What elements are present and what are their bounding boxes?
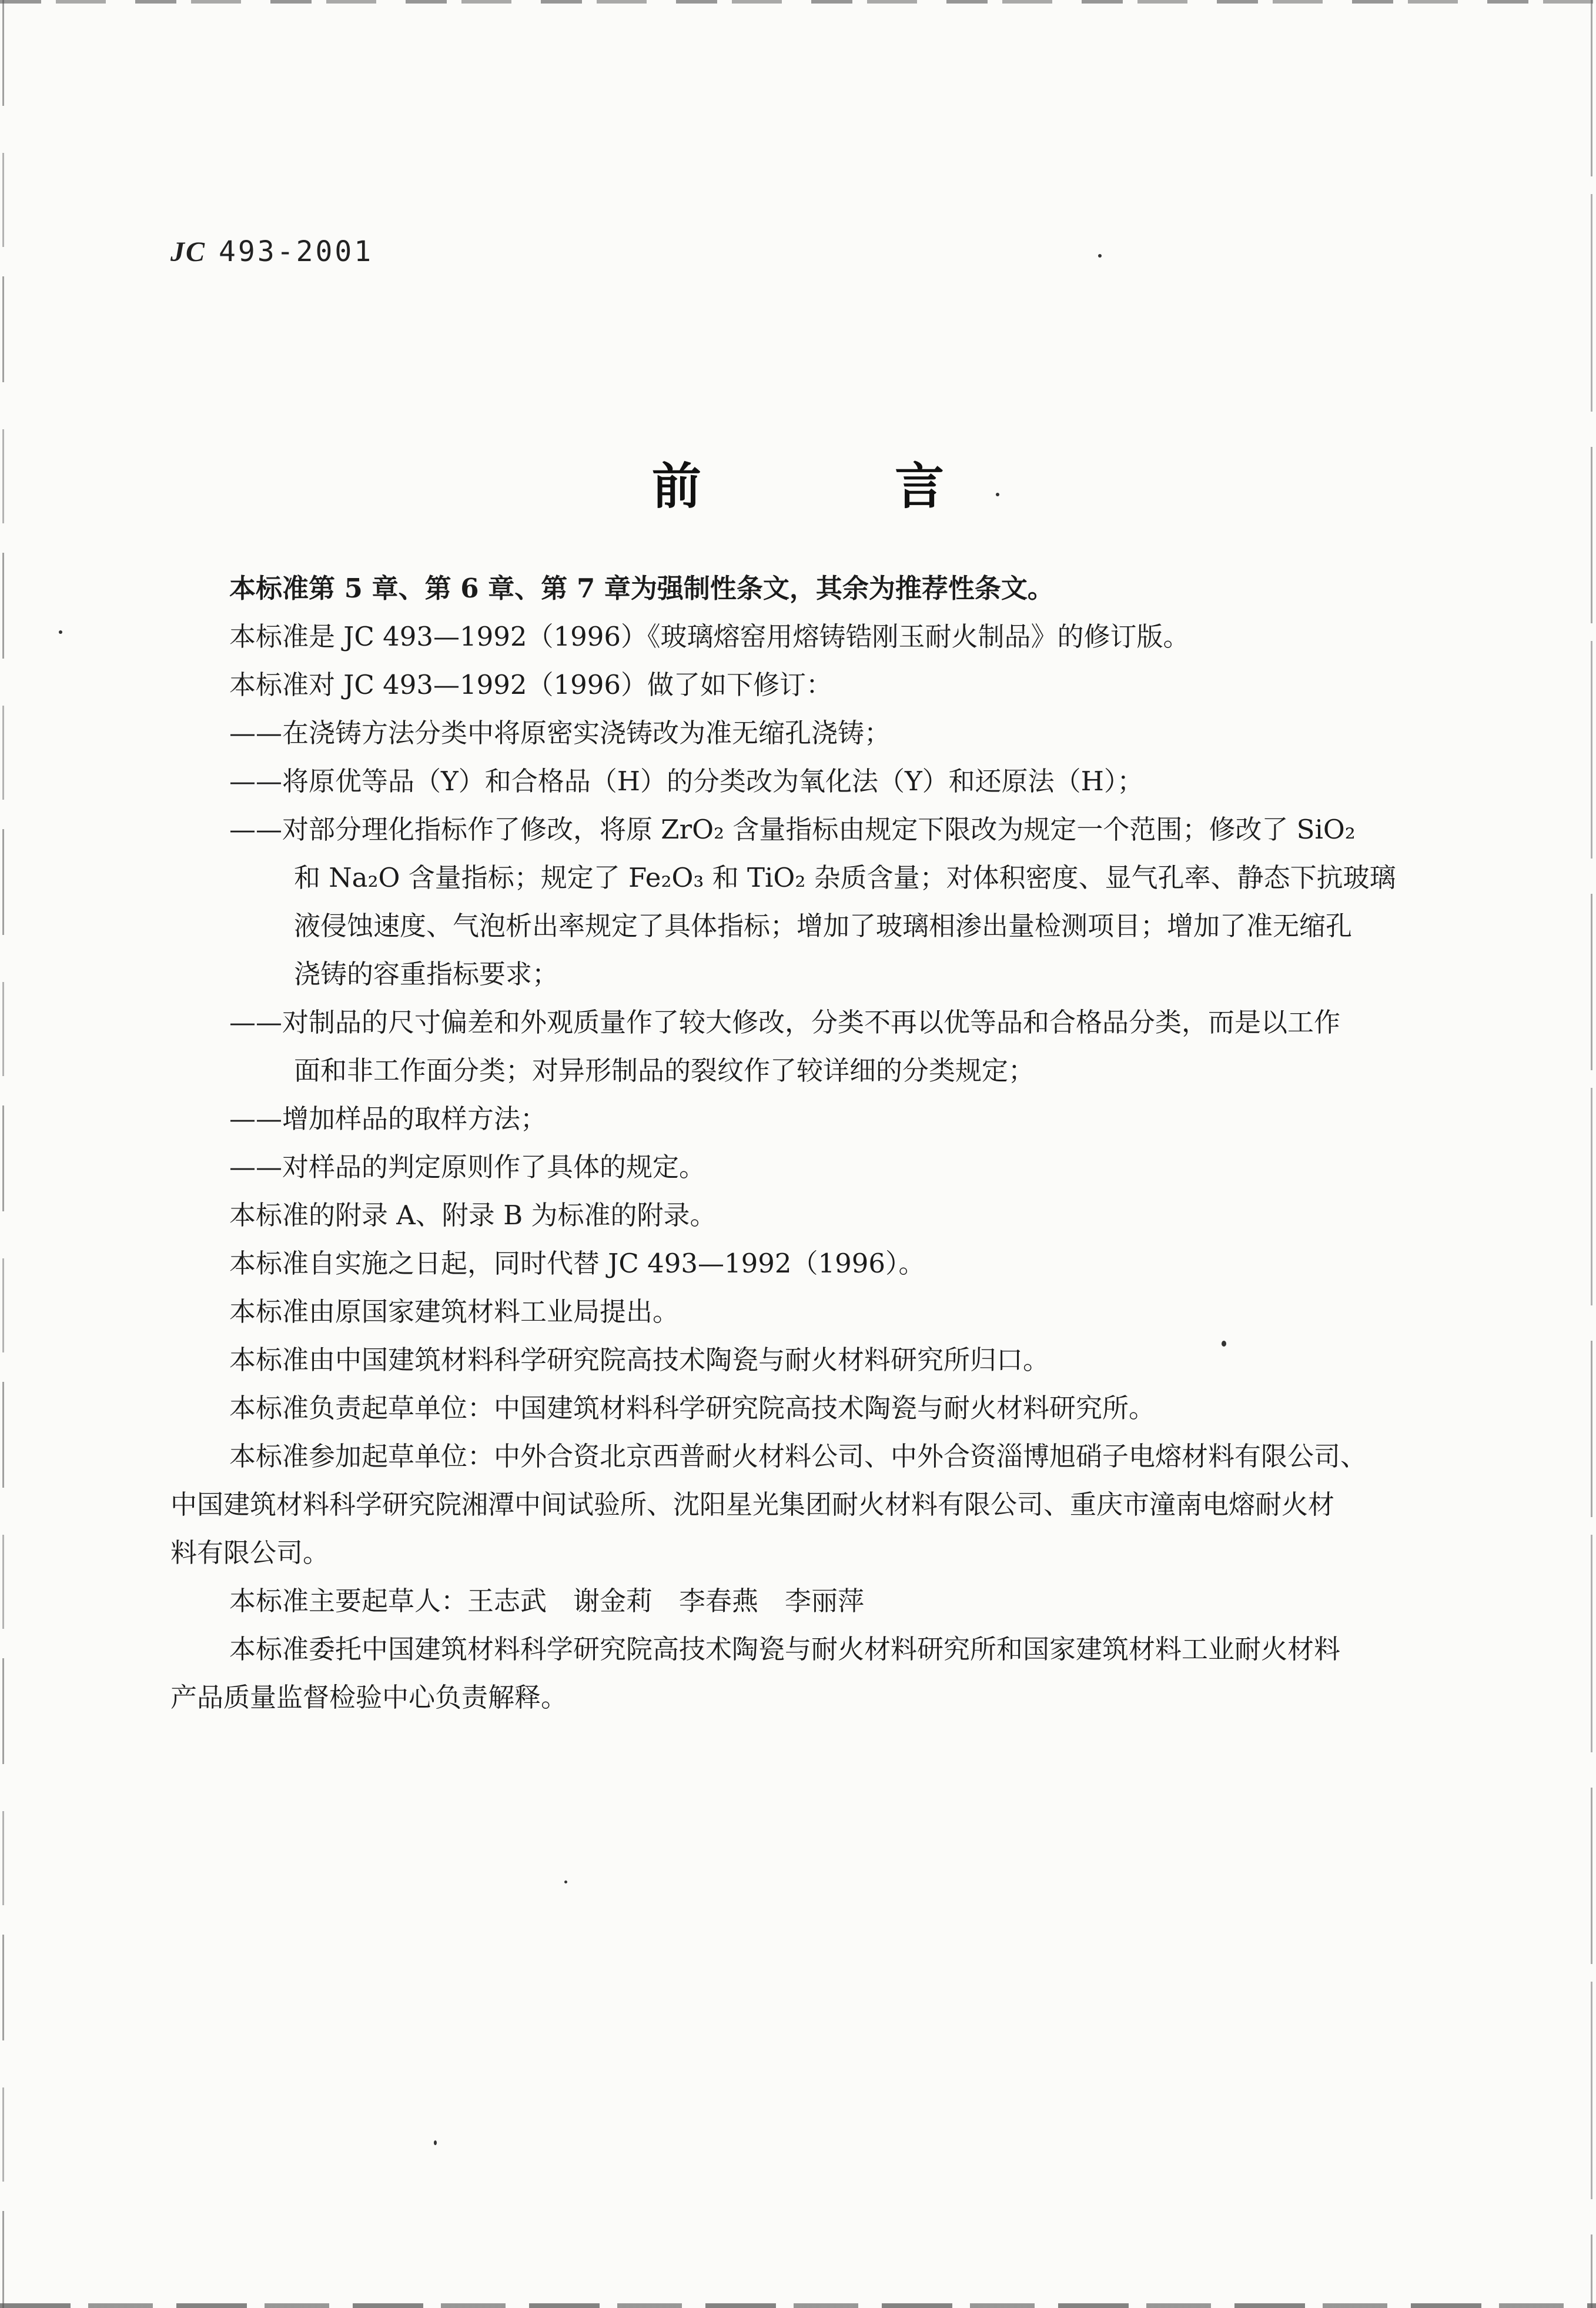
paragraph-mandatory-clauses: 本标准第 5 章、第 6 章、第 7 章为强制性条文，其余为推荐性条文。 [229, 573, 1054, 604]
paragraph-appendices: 本标准的附录 A、附录 B 为标准的附录。 [229, 1200, 717, 1231]
document-code-number: 493-2001 [219, 235, 374, 268]
revision-item-line: 浇铸的容重指标要求； [294, 958, 559, 990]
paragraph-drafting-unit: 本标准负责起草单位：中国建筑材料科学研究院高技术陶瓷与耐火材料研究所。 [229, 1392, 1156, 1424]
document-code-prefix: JC [170, 236, 206, 268]
paragraph-participating-units-cont: 料有限公司。 [170, 1537, 330, 1568]
revision-item: ——增加样品的取样方法； [229, 1103, 547, 1134]
scan-edge-left [2, 0, 4, 2308]
revision-item: ——将原优等品（Y）和合格品（H）的分类改为氧化法（Y）和还原法（H）； [229, 766, 1144, 797]
revision-item-line: ——对制品的尺寸偏差和外观质量作了较大修改，分类不再以优等品和合格品分类，而是以工作 [229, 1007, 1341, 1038]
revision-item-line: 和 Na₂O 含量指标；规定了 Fe₂O₃ 和 TiO₂ 杂质含量；对体积密度、显气孔率、静态下抗玻璃 [294, 862, 1396, 893]
scan-edge-bottom [0, 2303, 1596, 2308]
paragraph-participating-units: 本标准参加起草单位：中外合资北京西普耐火材料公司、中外合资淄博旭硝子电熔材料有限公司、 [229, 1441, 1367, 1472]
revision-item: ——对样品的判定原则作了具体的规定。 [229, 1151, 706, 1183]
revision-item-line: 液侵蚀速度、气泡析出率规定了具体指标；增加了玻璃相渗出量检测项目；增加了准无缩孔 [294, 910, 1353, 941]
scan-edge-top [0, 0, 1596, 4]
paragraph-supersedes: 本标准自实施之日起，同时代替 JC 493—1992（1996）。 [229, 1248, 925, 1279]
paragraph-revision-of: 本标准是 JC 493—1992（1996）《玻璃熔窑用熔铸锆刚玉耐火制品》的修订版。 [229, 621, 1190, 652]
scan-speck [59, 630, 62, 634]
paragraph-interpretation-cont: 产品质量监督检验中心负责解释。 [170, 1682, 568, 1713]
scan-speck [434, 2140, 437, 2145]
revision-item: ——在浇铸方法分类中将原密实浇铸改为准无缩孔浇铸； [229, 717, 891, 749]
paragraph-revisions-intro: 本标准对 JC 493—1992（1996）做了如下修订： [229, 669, 833, 700]
paragraph-participating-units-cont: 中国建筑材料科学研究院湘潭中间试验所、沈阳星光集团耐火材料有限公司、重庆市潼南电熔耐火材 [170, 1489, 1335, 1520]
revision-item-line: 面和非工作面分类；对异形制品的裂纹作了较详细的分类规定； [294, 1055, 1035, 1086]
page-title: 前 言 [651, 457, 1033, 515]
paragraph-interpretation: 本标准委托中国建筑材料科学研究院高技术陶瓷与耐火材料研究所和国家建筑材料工业耐火材料 [229, 1634, 1341, 1665]
paragraph-main-drafters: 本标准主要起草人：王志武 谢金莉 李春燕 李丽萍 [229, 1585, 865, 1616]
document-code [170, 235, 373, 268]
scan-speck [1098, 254, 1102, 258]
revision-item-line: ——对部分理化指标作了修改，将原 ZrO₂ 含量指标由规定下限改为规定一个范围；修改了 SiO₂ [229, 814, 1356, 845]
scan-speck [564, 1881, 567, 1883]
paragraph-centralized-by: 本标准由中国建筑材料科学研究院高技术陶瓷与耐火材料研究所归口。 [229, 1344, 1050, 1375]
paragraph-proposed-by: 本标准由原国家建筑材料工业局提出。 [229, 1296, 680, 1327]
scan-edge-right [1591, 0, 1592, 2308]
foreword-body [170, 565, 1464, 1722]
